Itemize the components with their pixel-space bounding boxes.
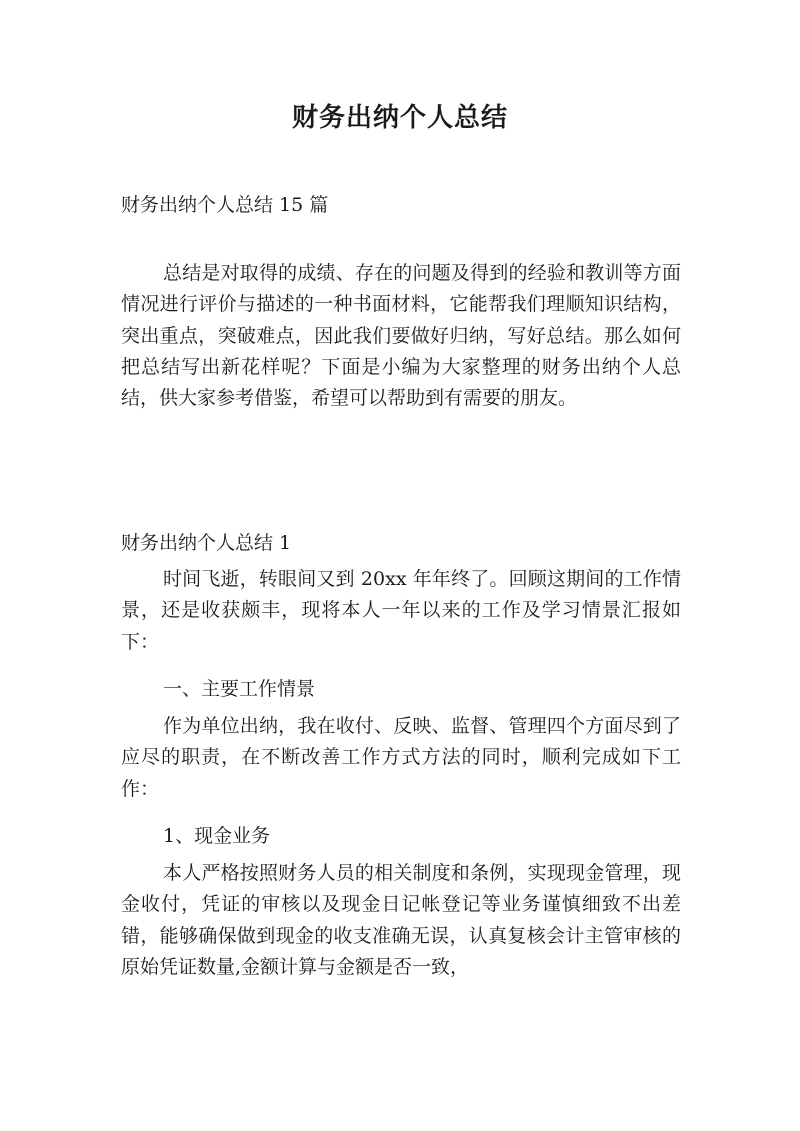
body-paragraph: 作为单位出纳，我在收付、反映、监督、管理四个方面尽到了应尽的职责，在不断改善工作方式方法的同时，顺利完成如下工作：: [121, 715, 681, 800]
section-heading: 财务出纳个人总结 1: [121, 532, 292, 554]
document-subtitle: 财务出纳个人总结 15 篇: [121, 194, 329, 216]
body-paragraph: 本人严格按照财务人员的相关制度和条例，实现现金管理，现金收付，凭证的审核以及现金日记帐登记等业务谨慎细致不出差错，能够确保做到现金的收支准确无误，认真复核会计主管审核的原始凭证数量,金额计算与金额是否一致，: [121, 862, 681, 978]
intro-paragraph: 总结是对取得的成绩、存在的问题及得到的经验和教训等方面情况进行评价与描述的一种书面材料，它能帮我们理顺知识结构，突出重点，突破难点，因此我们要做好归纳，写好总结。那么如何把总结写出新花样呢？下面是小编为大家整理的财务出纳个人总结，供大家参考借鉴，希望可以帮助到有需要的朋友。: [121, 262, 681, 410]
body-paragraph: 时间飞逝，转眼间又到 20xx 年年终了。回顾这期间的工作情景，还是收获颇丰，现将本人一年以来的工作及学习情景汇报如下：: [121, 568, 681, 653]
subsection-heading: 1、现金业务: [163, 825, 271, 847]
subsection-heading: 一、主要工作情景: [163, 678, 316, 700]
document-title: 财务出纳个人总结: [291, 103, 508, 133]
